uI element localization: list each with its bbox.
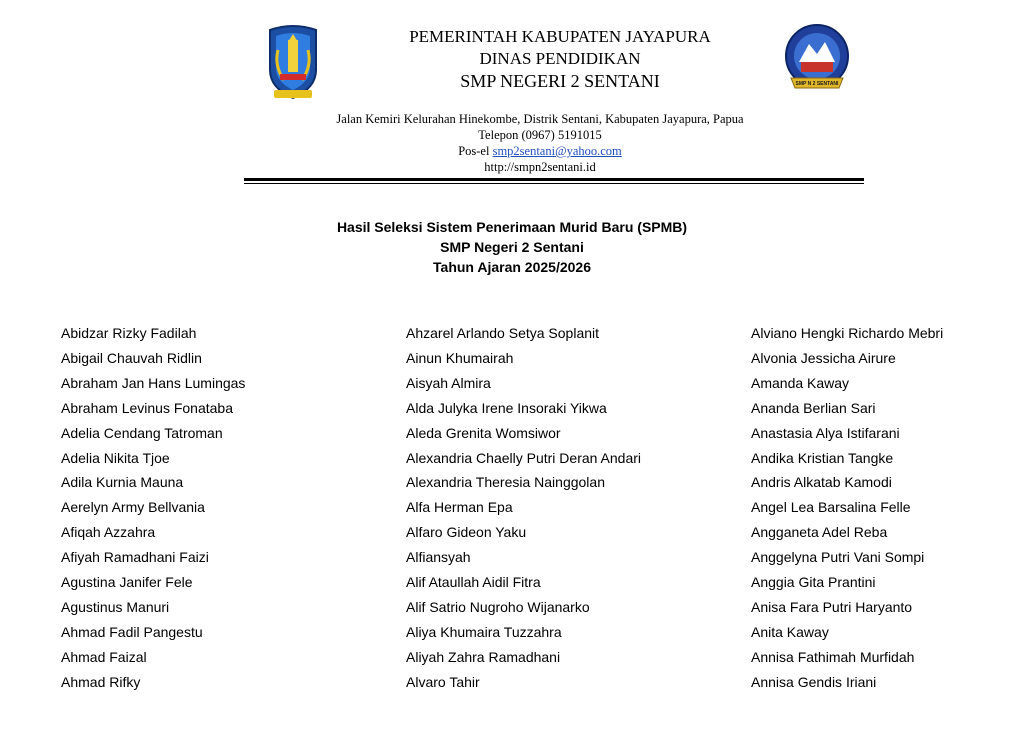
school-emblem-icon bbox=[777, 22, 857, 98]
list-item: Abraham Jan Hans Lumingas bbox=[61, 374, 246, 391]
school-website[interactable]: http://smpn2sentani.id bbox=[484, 160, 596, 174]
list-item: Alvonia Jessicha Airure bbox=[751, 349, 896, 366]
list-item: Agustina Janifer Fele bbox=[61, 574, 193, 591]
list-item: Alviano Hengki Richardo Mebri bbox=[751, 325, 944, 341]
list-item: Adelia Cendang Tatroman bbox=[61, 424, 223, 441]
list-item: Annisa Fathimah Murfidah bbox=[751, 648, 915, 665]
header-divider-thin bbox=[244, 183, 864, 184]
student-list-column-1 bbox=[61, 321, 245, 695]
document-subtitle-school: SMP Negeri 2 Sentani bbox=[440, 239, 584, 255]
document-title: Hasil Seleksi Sistem Penerimaan Murid Baru (SPMB) bbox=[336, 219, 688, 235]
emblem-text: SMP N 2 SENTANI bbox=[795, 81, 839, 87]
list-item: Abigail Chauvah Ridlin bbox=[61, 349, 202, 366]
list-item: Andris Alkatab Kamodi bbox=[751, 474, 892, 491]
email-prefix: Pos-el bbox=[458, 144, 493, 158]
list-item: Aisyah Almira bbox=[406, 374, 491, 391]
list-item: Andika Kristian Tangke bbox=[751, 449, 894, 466]
list-item: Aleda Grenita Womsiwor bbox=[406, 424, 561, 441]
list-item: Angganeta Adel Reba bbox=[751, 524, 888, 541]
student-list-column-2 bbox=[406, 321, 641, 695]
list-item: Aerelyn Army Bellvania bbox=[61, 499, 205, 516]
department-name: DINAS PENDIDIKAN bbox=[479, 49, 641, 68]
list-item: Alfiansyah bbox=[406, 549, 471, 566]
list-item: Anggia Gita Prantini bbox=[751, 574, 876, 591]
list-item: Aliyah Zahra Ramadhani bbox=[406, 648, 561, 665]
list-item: Ahmad Rifky bbox=[61, 673, 141, 690]
list-item: Alif Satrio Nugroho Wijanarko bbox=[406, 598, 590, 615]
list-item: Abidzar Rizky Fadilah bbox=[61, 325, 197, 341]
list-item: Ananda Berlian Sari bbox=[751, 399, 876, 416]
letterhead bbox=[0, 0, 1024, 190]
document-subtitle-year: Tahun Ajaran 2025/2026 bbox=[433, 259, 591, 275]
list-item: Afiyah Ramadhani Faizi bbox=[61, 549, 209, 566]
list-item: Amanda Kaway bbox=[751, 374, 850, 391]
list-item: Ahmad Fadil Pangestu bbox=[61, 623, 203, 640]
list-item: Alda Julyka Irene Insoraki Yikwa bbox=[406, 399, 607, 416]
list-item: Aliya Khumaira Tuzzahra bbox=[406, 623, 562, 640]
student-list-column-3 bbox=[751, 321, 943, 695]
list-item: Anastasia Alya Istifarani bbox=[751, 424, 900, 441]
list-item: Alexandria Chaelly Putri Deran Andari bbox=[406, 449, 642, 466]
list-item: Ahzarel Arlando Setya Soplanit bbox=[406, 325, 600, 341]
list-item: Alif Ataullah Aidil Fitra bbox=[406, 574, 541, 591]
school-phone: Telepon (0967) 5191015 bbox=[478, 128, 602, 142]
list-item: Angel Lea Barsalina Felle bbox=[751, 499, 911, 516]
list-item: Anita Kaway bbox=[751, 623, 829, 640]
list-item: Adelia Nikita Tjoe bbox=[61, 449, 170, 466]
kabupaten-crest-icon bbox=[264, 22, 322, 102]
list-item: Afiqah Azzahra bbox=[61, 524, 156, 541]
list-item: Alvaro Tahir bbox=[406, 673, 480, 690]
email-link[interactable]: smp2sentani@yahoo.com bbox=[492, 144, 622, 158]
list-item: Alfa Herman Epa bbox=[406, 499, 513, 516]
list-item: Ahmad Faizal bbox=[61, 648, 147, 665]
list-item: Ainun Khumairah bbox=[406, 349, 514, 366]
list-item: Adila Kurnia Mauna bbox=[61, 474, 184, 491]
school-name: SMP NEGERI 2 SENTANI bbox=[460, 71, 660, 91]
header-divider-thick bbox=[244, 178, 864, 181]
school-address: Jalan Kemiri Kelurahan Hinekombe, Distrik Sentani, Kabupaten Jayapura, Papua bbox=[336, 112, 744, 126]
list-item: Anisa Fara Putri Haryanto bbox=[751, 598, 913, 615]
list-item: Alfaro Gideon Yaku bbox=[406, 524, 527, 541]
list-item: Alexandria Theresia Nainggolan bbox=[406, 474, 605, 491]
list-item: Abraham Levinus Fonataba bbox=[61, 399, 233, 416]
school-email-line bbox=[240, 144, 840, 159]
list-item: Anggelyna Putri Vani Sompi bbox=[751, 549, 925, 566]
list-item: Annisa Gendis Iriani bbox=[751, 673, 877, 690]
list-item: Agustinus Manuri bbox=[61, 598, 170, 615]
government-name: PEMERINTAH KABUPATEN JAYAPURA bbox=[409, 27, 711, 46]
